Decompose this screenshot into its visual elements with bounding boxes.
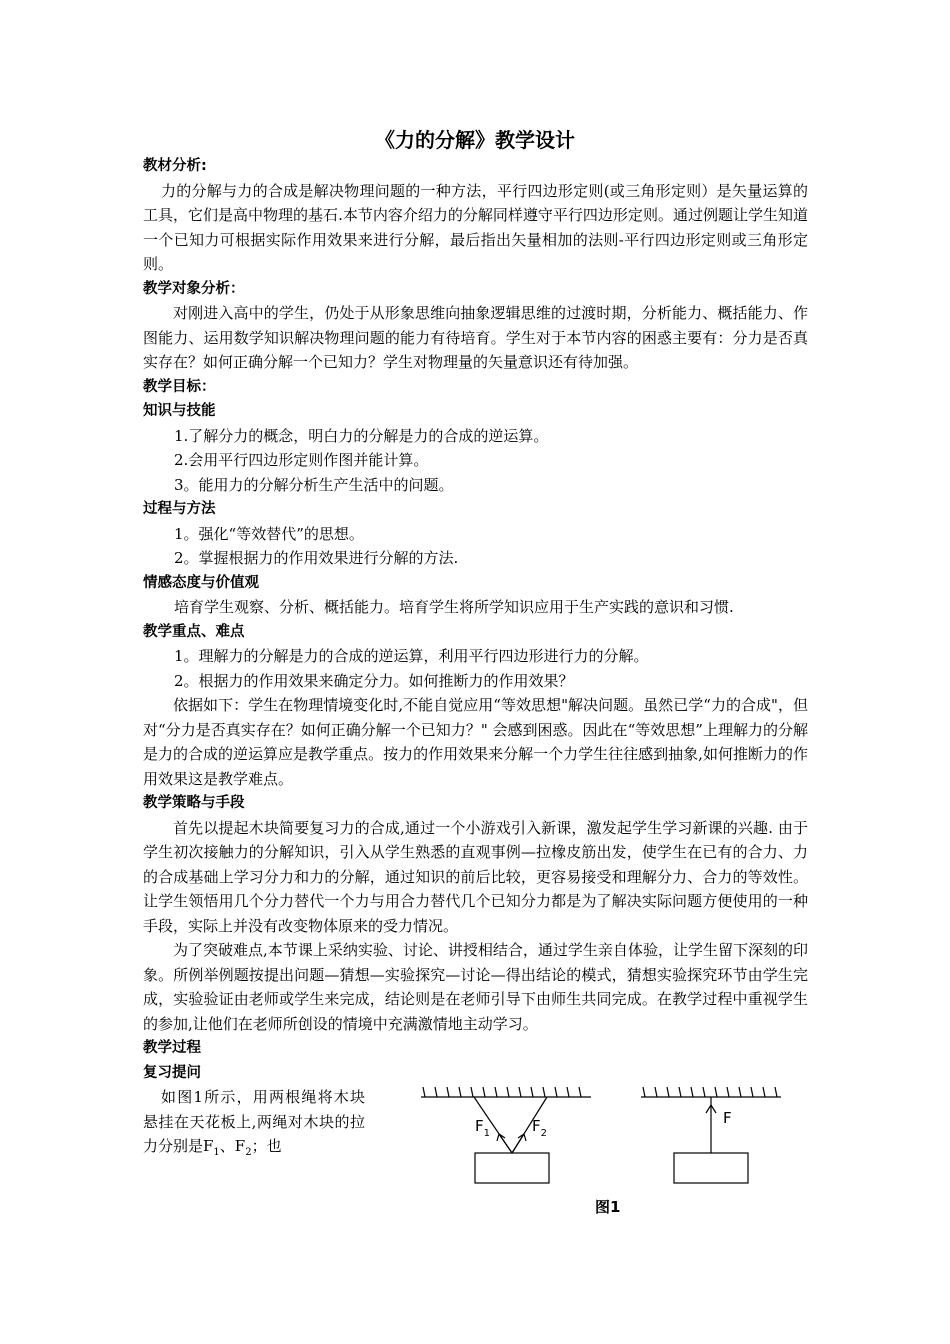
review-text: 、F <box>219 1137 246 1155</box>
label-f2: $F_2$ <box>532 1117 548 1139</box>
list-item: 2。掌握根据力的作用效果进行分解的方法. <box>174 549 459 567</box>
subsection-heading: 过程与方法 <box>143 501 216 517</box>
block-right <box>674 1153 748 1183</box>
review-paragraph <box>143 1085 365 1166</box>
paragraph: 培育学生观察、分析、概括能力。培育学生将所学知识应用于生产实践的意识和习惯. <box>174 598 734 616</box>
document-body <box>143 154 808 1245</box>
section-heading: 教学重点、难点 <box>143 623 245 640</box>
ceiling-left <box>421 1087 591 1097</box>
label-f: F <box>723 1109 732 1127</box>
paragraph: 依据如下：学生在物理情境变化时,不能自觉应用“等效思想"解决问题。虽然已学“力的合成"，但对“分力是否真实存在？如何正确分解一个已知力？" 会感到困惑。因此在“等效思想”上理解力的分解是力的合成的逆运算应是教学重点。按力的作用效果来分解一个力学生往往感到抽象,如何推断力的作用效果这是教学难点。 <box>143 696 808 788</box>
section-heading: 教材分析: <box>143 158 207 174</box>
block-left <box>475 1153 549 1183</box>
paragraph: 首先以提起木块简要复习力的合成,通过一个小游戏引入新课，激发起学生学习新课的兴趣. 由于学生初次接触力的分解知识，引入从学生熟悉的直观事例—拉橡皮筋出发，使学生在已有的合力、力的合成基础上学习分力和力的分解，通过知识的前后比较，更容易接受和理解分力、合力的等效性。让学生领悟用几个分力替代一个力与用合力替代几个已知分力都是为了解决实际问题方便使用的一种手段，实际上并没有改变物体原来的受力情况。 <box>143 818 808 935</box>
paragraph: 力的分解与力的合成是解决物理问题的一种方法，平行四边形定则(或三角形定则）是矢量运算的工具，它们是高中物理的基石.本节内容介绍力的分解同样遵守平行四边形定则。通过例题让学生知道一个已知力可根据实际作用效果来进行分解，最后指出矢量相加的法则-平行四边形定则或三角形定则。 <box>143 181 808 273</box>
review-block <box>143 1085 808 1245</box>
section-heading: 教学过程 <box>143 1040 201 1056</box>
rope-right <box>706 1097 716 1153</box>
ceiling-right <box>641 1087 781 1097</box>
paragraph: 对刚进入高中的学生，仍处于从形象思维向抽象逻辑思维的过渡时期，分析能力、概括能力、作图能力、运用数学知识解决物理问题的能力有待培育。学生对于本节内容的困惑主要有：分力是否真实存在？如何正确分解一个已知力？学生对物理量的矢量意识还有待加强。 <box>143 304 808 371</box>
subscript: 2 <box>245 1147 252 1158</box>
paragraph: 为了突破难点,本节课上采纳实验、讨论、讲授相结合，通过学生亲自体验，让学生留下深刻的印象。所例举例题按提出问题—猜想—实验探究—讨论—得出结论的模式，猜想实验探究环节由学生完成，实验验证由老师或学生来完成，结论则是在老师引导下由师生共同完成。在教学过程中重视学生的参加,让他们在老师所创设的情境中充满激情地主动学习。 <box>143 941 808 1033</box>
review-text: 如图1所示，用两根绳将木块悬挂在天花板上,两绳对木块的拉力分别是F <box>143 1088 365 1155</box>
list-item: 2.会用平行四边形定则作图并能计算。 <box>174 451 429 469</box>
figure-1-diagram <box>419 1085 789 1195</box>
section-heading: 教学目标： <box>143 378 216 395</box>
subsection-heading: 知识与技能 <box>143 403 216 419</box>
list-item: 1.了解分力的概念，明白力的分解是力的合成的逆运算。 <box>174 426 549 445</box>
subscript: 1 <box>213 1147 220 1158</box>
subsection-heading: 情感态度与价值观 <box>143 574 259 591</box>
list-item: 1。强化“等效替代”的思想。 <box>174 524 364 543</box>
figure-caption: 图1 <box>595 1198 621 1216</box>
list-item: 1。理解力的分解是力的合成的逆运算，利用平行四边形进行力的分解。 <box>174 647 649 665</box>
subsection-heading: 复习提问 <box>143 1064 201 1081</box>
section-heading: 教学策略与手段 <box>143 795 245 811</box>
page-title: 《力的分解》教学设计 <box>375 128 575 152</box>
label-f1: $F_1$ <box>475 1117 491 1139</box>
list-item: 3。能用力的分解分析生产生活中的问题。 <box>174 475 454 494</box>
list-item: 2。根据力的作用效果来确定分力。如何推断力的作用效果？ <box>174 671 574 690</box>
review-text: ；也 <box>251 1137 282 1155</box>
section-heading: 教学对象分析： <box>143 280 245 297</box>
